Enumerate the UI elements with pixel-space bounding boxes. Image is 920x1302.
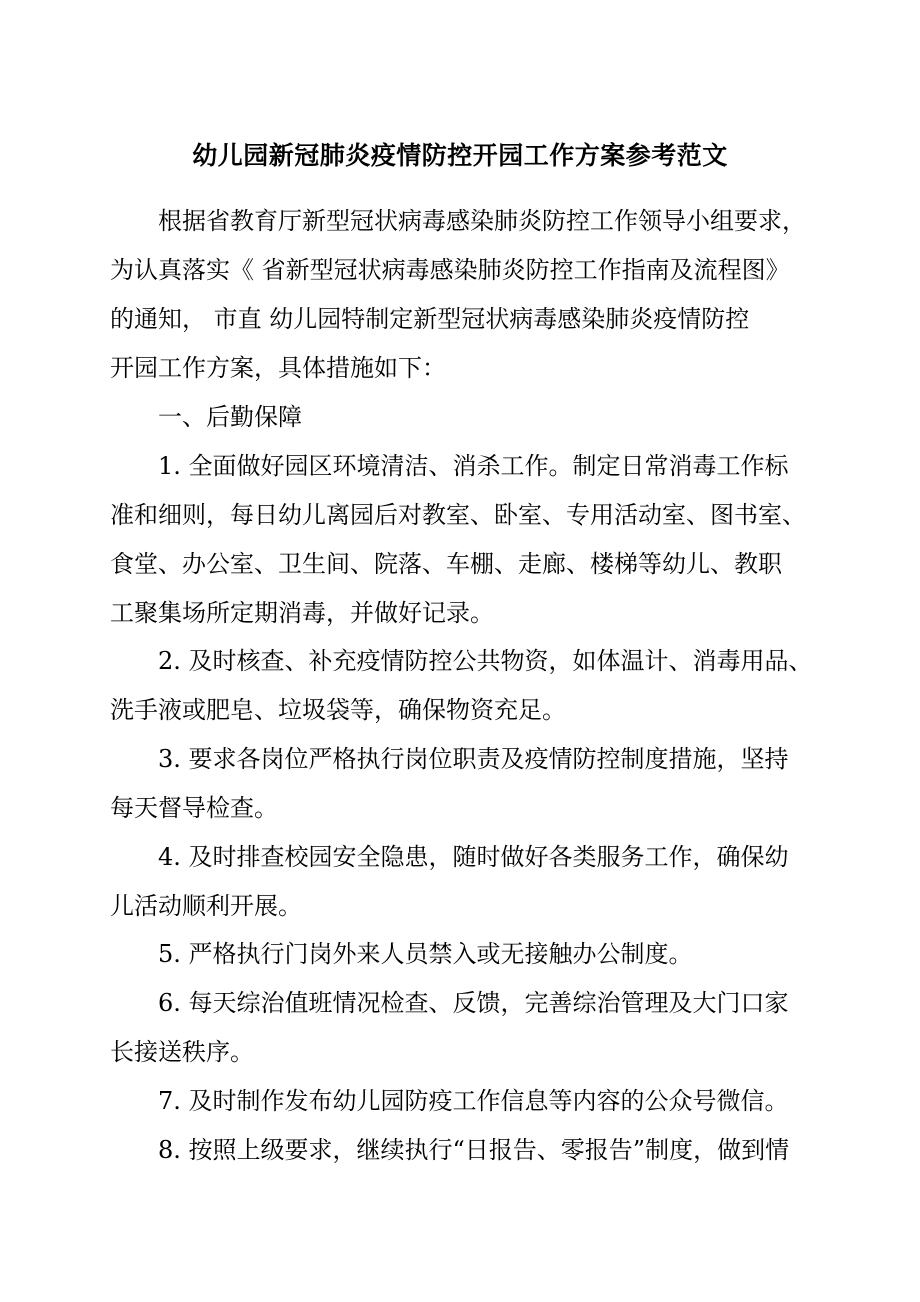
item-4-line-2: 儿活动顺利开展。 [110, 892, 302, 920]
paragraph-intro-line-3: 的通知， 市直 幼儿园特制定新型冠状病毒感染肺炎疫情防控 [110, 305, 750, 333]
item-8-line-1: 8. 按照上级要求，继续执行“日报告、零报告”制度，做到情 [158, 1136, 790, 1164]
item-1-line-4: 工聚集场所定期消毒，并做好记录。 [110, 599, 494, 627]
item-3-line-1: 3. 要求各岗位严格执行岗位职责及疫情防控制度措施，坚持 [158, 745, 789, 773]
item-7-line-1: 7. 及时制作发布幼儿园防疫工作信息等内容的公众号微信。 [158, 1087, 789, 1115]
item-3-line-2: 每天督导检查。 [110, 794, 278, 822]
item-6-line-1: 6. 每天综治值班情况检查、反馈，完善综治管理及大门口家 [158, 989, 789, 1017]
item-6-line-2: 长接送秩序。 [110, 1038, 254, 1066]
item-4-line-1: 4. 及时排查校园安全隐患，随时做好各类服务工作，确保幼 [158, 843, 789, 871]
item-1-line-1: 1. 全面做好园区环境清洁、消杀工作。制定日常消毒工作标 [158, 452, 789, 480]
document-title: 幼儿园新冠肺炎疫情防控开园工作方案参考范文 [192, 141, 728, 170]
paragraph-intro-line-4: 开园工作方案，具体措施如下： [110, 354, 446, 382]
paragraph-intro-line-1: 根据省教育厅新型冠状病毒感染肺炎防控工作领导小组要求， [158, 207, 806, 235]
item-2-line-1: 2. 及时核查、补充疫情防控公共物资，如体温计、消毒用品、 [158, 647, 813, 675]
section-heading-logistics: 一、后勤保障 [158, 403, 302, 431]
item-5-line-1: 5. 严格执行门岗外来人员禁入或无接触办公制度。 [158, 940, 693, 968]
item-2-line-2: 洗手液或肥皂、垃圾袋等，确保物资充足。 [110, 696, 566, 724]
paragraph-intro-line-2: 为认真落实《 省新型冠状病毒感染肺炎防控工作指南及流程图》 [110, 256, 790, 284]
item-1-line-3: 食堂、办公室、卫生间、院落、车棚、走廊、楼梯等幼儿、教职 [110, 550, 782, 578]
item-1-line-2: 准和细则，每日幼儿离园后对教室、卧室、专用活动室、图书室、 [110, 501, 806, 529]
